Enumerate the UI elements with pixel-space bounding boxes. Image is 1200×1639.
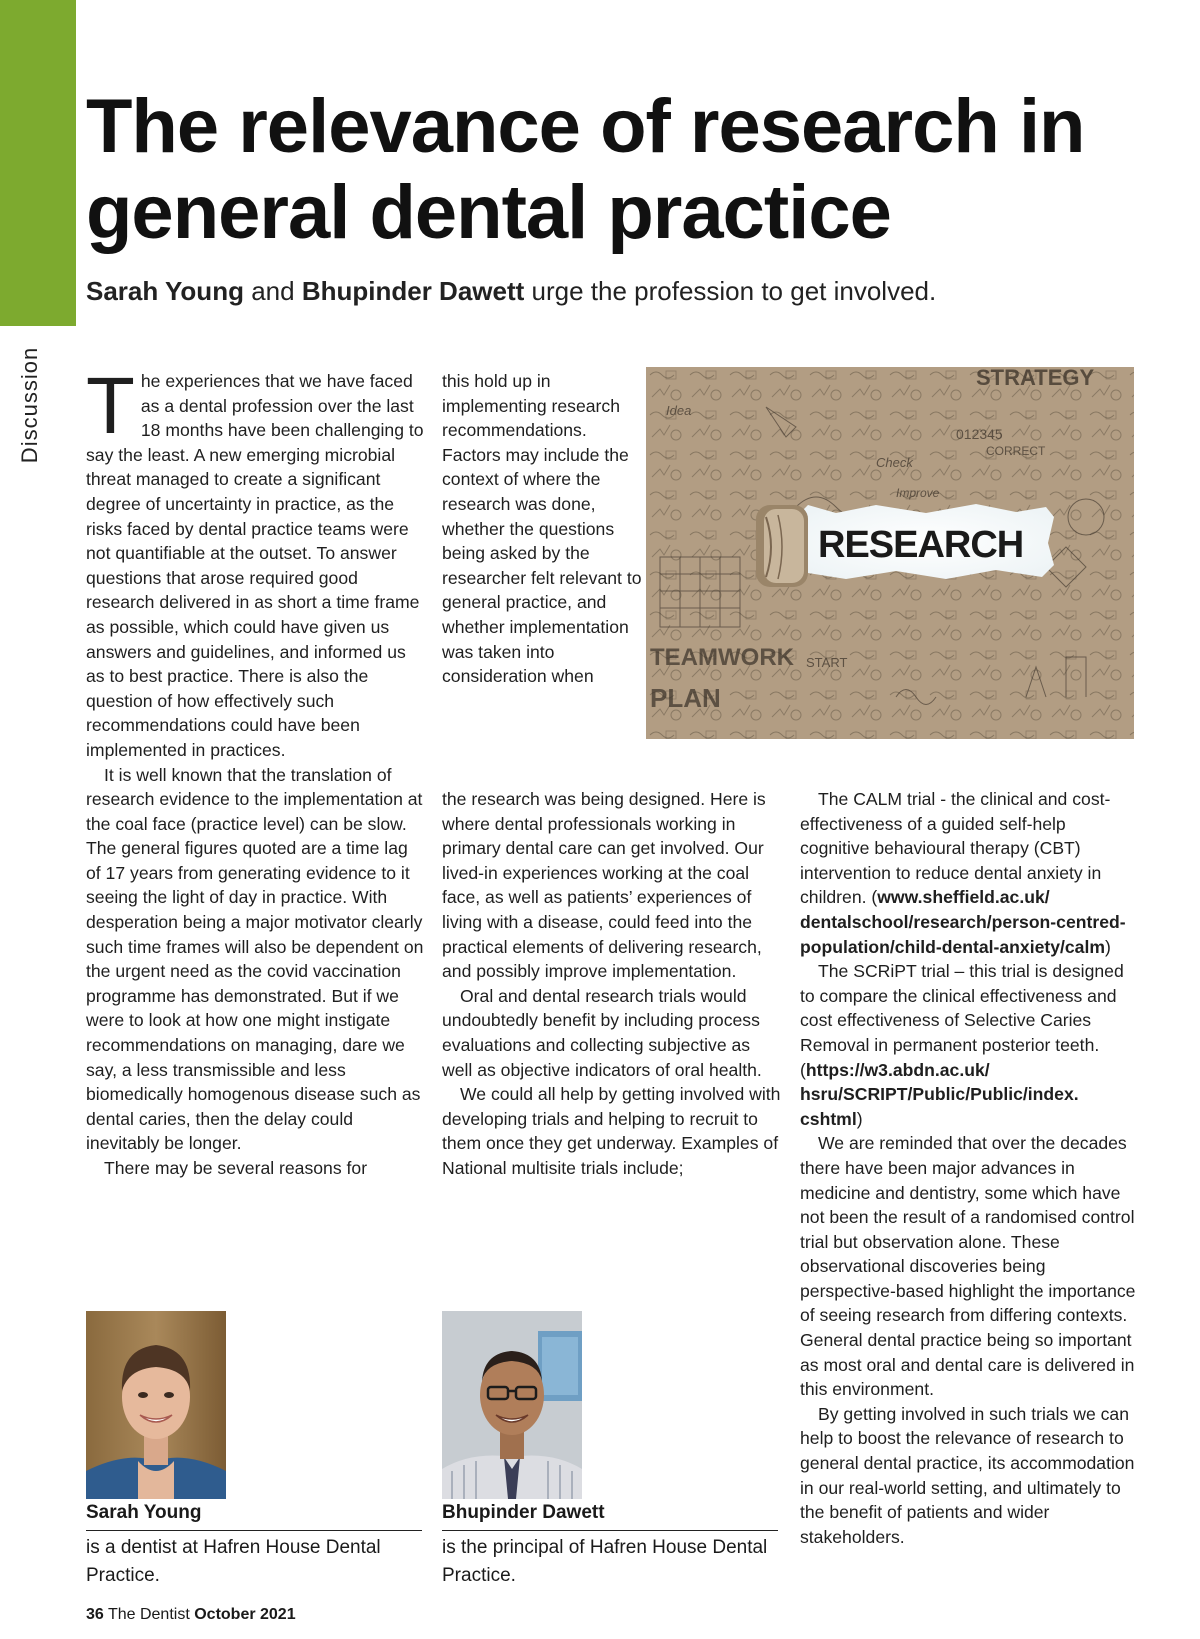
body-paragraph: By getting involved in such trials we can help to boost the relevance of research to general dental practice, its accommodation in our real-world setting, and ultimately to the benefit of patients and wider stakeholders. [800,1403,1135,1547]
trial-calm-paragraph [800,787,1140,959]
body-paragraph: Oral and dental research trials would undoubtedly benefit by including process evaluations and collecting subjective as well as objective indicators of oral health. [442,985,762,1080]
section-tab-label: Discussion [17,346,42,464]
body-paragraph: the research was being designed. Here is where dental professionals working in primary dental care can get involved. Our lived-in experiences working at the coal face, as well as patients’ experiences of living with a disease, could feed into the practical elements of delivering research, and possibly improve implementation. [442,789,766,982]
body-paragraph: We could all help by getting involved with developing trials and helping to recruit to them once they get underway. Examples of National multisite trials include; [442,1084,781,1178]
standfirst-and: and [251,276,295,306]
doodle-check: Check [876,455,913,470]
body-column-1 [86,361,426,1181]
drop-cap: T [86,361,135,450]
body-column-2 [442,787,782,1181]
page-number: 36 [86,1606,104,1623]
author-divider [86,1530,422,1531]
body-paragraph: It is well known that the translation of research evidence to the implementation at the coal face (practice level) can be slow. The general figures quoted are a time lag of 17 years from generating evidence to it seeing the light of day in practice. With desperation being a major motivator clearly such time frames will also be dependent on the urgent need as the covid vaccination programme has demonstrated. But if we were to look at how one might instigate recommendations on managing, dare we say, a less transmissible and less biomedically homogenous disease such as dental caries, then the delay could inevitably be longer. [86,764,424,1154]
body-paragraph: this hold up in implementing research recommendations. Factors may include the context of where the research was done, whether the questions being asked by the researcher felt relevant to general practice, and whether implementation was taken into consideration when [442,371,642,687]
image-research-label: RESEARCH [818,524,1024,566]
author-photo-sarah-young [86,1311,226,1499]
doodle-numbers: 012345 [956,426,1003,442]
author-bio-sarah-young: is a dentist at Hafren House Dental Practice. [86,1537,381,1586]
trial-calm-url[interactable]: www.sheffield.ac.uk/ dentalschool/research/person-centred-population/child-dental-anxiety/calm [800,887,1126,957]
body-paragraph: There may be several reasons for [104,1158,368,1178]
body-paragraph [86,361,426,763]
author-photo-bhupinder-dawett [442,1311,582,1499]
doodle-idea: Idea [666,403,692,418]
trial-script-close: ) [856,1108,863,1129]
doodle-start: START [806,655,848,670]
trial-script-text: The SCRiPT trial – this trial is designed to compare the clinical effectiveness and cost effectiveness of Selective Caries Removal in permanent posterior teeth. ( [800,961,1124,1080]
body-column-2-narrow [442,369,642,689]
trial-calm-close: ) [1105,936,1111,957]
doodle-teamwork: TEAMWORK [650,644,794,671]
body-paragraph: We are reminded that over the decades there have been major advances in medicine and dentistry, some which have not been the result of a randomised control trial but observation alone. These observational discoveries being perspective-based highlight the importance of seeing research from differing contexts. General dental practice being so important as most oral and dental care is delivered in this environment. [800,1133,1136,1400]
author-name-sarah-young: Sarah Young [86,1502,202,1523]
trial-script-url[interactable]: https://w3.abdn.ac.uk/ hsru/SCRIPT/Public/Public/index. cshtml [800,1059,1079,1129]
section-color-bar [0,0,76,326]
doodle-correct: CORRECT [986,444,1046,458]
issue-date: October 2021 [194,1606,296,1623]
doodle-plan: PLAN [650,683,721,713]
section-tab [10,345,50,465]
standfirst-text: urge the profession to get involved. [531,276,937,306]
standfirst-author-1: Sarah Young [86,276,244,306]
doodle-improve: Improve [896,486,940,500]
author-bio-bhupinder-dawett: is the principal of Hafren House Dental Practice. [442,1537,768,1586]
research-image [646,367,1134,739]
author-divider [442,1530,778,1531]
author-name-bhupinder-dawett: Bhupinder Dawett [442,1502,605,1523]
magazine-name: The Dentist [107,1606,190,1623]
standfirst-author-2: Bhupinder Dawett [301,276,525,306]
trial-calm-text: The CALM trial - the clinical and cost-effectiveness of a guided self-help cognitive behavioural therapy (CBT) intervention to reduce dental anxiety in children. ( [800,789,1111,908]
doodle-strategy: STRATEGY [976,367,1095,390]
standfirst [86,276,936,307]
trial-script-paragraph [800,959,1140,1131]
page-footer [86,1606,296,1624]
body-column-3 [800,787,1140,1549]
paragraph-text: he experiences that we have faced as a dental profession over the last 18 months have been challenging to say the least. A new emerging microbial threat managed to create a significant degree of uncertainty in practice, as the risks faced by dental practice teams were not quantifiable at the outset. To answer questions that arose required good research delivered in as short a time frame as possible, which could have given us answers and guidelines, and informed us as to best practice. There is also the question of how effectively such recommendations could have been implemented in practices. [86,371,424,760]
article-title: The relevance of research in general dental practice [86,84,1085,255]
